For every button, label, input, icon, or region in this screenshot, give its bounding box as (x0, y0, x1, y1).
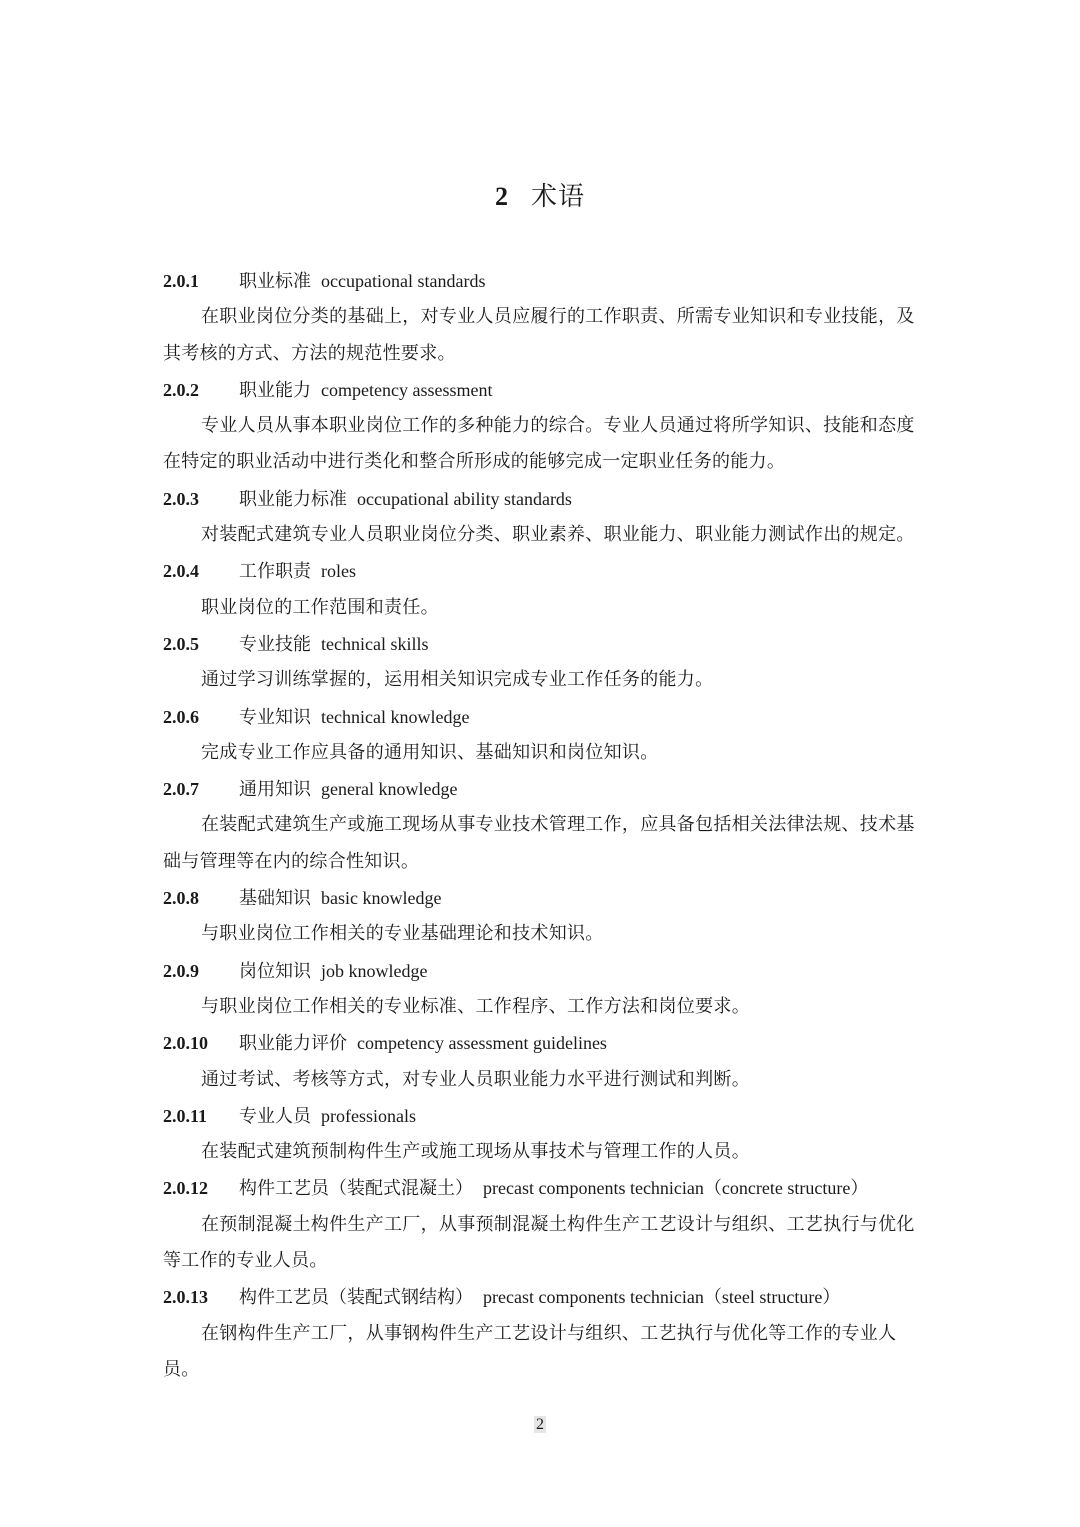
term-number: 2.0.9 (163, 960, 199, 981)
term-heading (163, 553, 923, 589)
page-number (0, 1416, 1080, 1434)
term-entry (163, 1279, 923, 1388)
term-chinese: 专业人员 (239, 1105, 311, 1127)
term-chinese: 专业技能 (239, 633, 311, 655)
term-number: 2.0.1 (163, 271, 199, 291)
term-chinese: 岗位知识 (239, 960, 311, 982)
term-entry (163, 263, 923, 372)
chapter-title-text: 术语 (530, 182, 585, 212)
term-chinese: 职业能力标准 (239, 488, 347, 510)
term-entry (163, 699, 923, 772)
term-entry (163, 1170, 923, 1279)
term-definition: 与职业岗位工作相关的专业标准、工作程序、工作方法和岗位要求。 (201, 995, 750, 1017)
term-english: occupational standards (321, 271, 486, 291)
term-number: 2.0.6 (163, 706, 199, 727)
term-chinese: 专业知识 (239, 706, 311, 728)
term-english: roles (321, 561, 356, 582)
term-entry (163, 626, 923, 699)
term-definition: 通过考试、考核等方式，对专业人员职业能力水平进行测试和判断。 (201, 1068, 750, 1090)
chapter-number: 2 (494, 182, 509, 211)
term-heading (163, 699, 923, 735)
term-definition: 职业岗位的工作范围和责任。 (201, 596, 439, 618)
term-heading (163, 372, 923, 408)
term-definition: 通过学习训练掌握的，运用相关知识完成专业工作任务的能力。 (201, 669, 714, 691)
term-entry (163, 880, 923, 953)
term-heading (163, 481, 923, 517)
term-english: basic knowledge (321, 888, 442, 909)
term-number: 2.0.5 (163, 633, 199, 654)
term-english: technical knowledge (321, 706, 470, 727)
term-chinese: 构件工艺员（装配式钢结构） (239, 1287, 473, 1309)
term-chinese: 构件工艺员（装配式混凝土） (239, 1178, 473, 1200)
term-definition: 在装配式建筑生产或施工现场从事专业技术管理工作，应具备包括相关法律法规、技术基础与管理等在内的综合性知识。 (163, 814, 915, 872)
term-definition: 对装配式建筑专业人员职业岗位分类、职业素养、职业能力、职业能力测试作出的规定。 (201, 524, 915, 546)
term-number: 2.0.12 (163, 1178, 208, 1199)
term-heading (163, 263, 923, 299)
term-definition: 在职业岗位分类的基础上，对专业人员应履行的工作职责、所需专业知识和专业技能，及其考核的方式、方法的规范性要求。 (163, 306, 915, 364)
term-english: professionals (321, 1105, 416, 1126)
term-definition: 完成专业工作应具备的通用知识、基础知识和岗位知识。 (201, 741, 659, 763)
term-heading (163, 1170, 923, 1206)
term-entry (163, 553, 923, 626)
term-chinese: 基础知识 (239, 888, 311, 910)
term-english: occupational ability standards (357, 488, 572, 509)
term-chinese: 通用知识 (239, 779, 311, 801)
term-definition: 在装配式建筑预制构件生产或施工现场从事技术与管理工作的人员。 (201, 1141, 750, 1163)
term-definition: 在钢构件生产工厂，从事钢构件生产工艺设计与组织、工艺执行与优化等工作的专业人员。 (163, 1322, 897, 1380)
term-entry (163, 1025, 923, 1098)
term-english: competency assessment guidelines (357, 1033, 607, 1054)
terms-list (163, 263, 923, 1388)
term-entry (163, 771, 923, 880)
page-number-text: 2 (536, 1416, 544, 1433)
term-number: 2.0.13 (163, 1287, 208, 1308)
term-definition: 在预制混凝土构件生产工厂，从事预制混凝土构件生产工艺设计与组织、工艺执行与优化等工作的专业人员。 (163, 1213, 915, 1272)
term-english: precast components technician（concrete structure） (483, 1178, 869, 1199)
term-english: job knowledge (321, 960, 428, 981)
term-number: 2.0.8 (163, 888, 199, 909)
term-number: 2.0.10 (163, 1033, 208, 1054)
term-definition: 专业人员从事本职业岗位工作的多种能力的综合。专业人员通过将所学知识、技能和态度在特定的职业活动中进行类化和整合所形成的能够完成一定职业任务的能力。 (163, 415, 915, 473)
term-entry (163, 481, 923, 554)
term-chinese: 职业标准 (239, 271, 311, 292)
term-definition: 与职业岗位工作相关的专业基础理论和技术知识。 (201, 923, 604, 945)
term-number: 2.0.11 (163, 1105, 208, 1126)
term-entry (163, 1098, 923, 1171)
term-number: 2.0.2 (163, 379, 199, 400)
term-english: technical skills (321, 633, 429, 654)
term-heading (163, 1098, 923, 1134)
term-english: precast components technician（steel structure） (483, 1287, 841, 1308)
term-english: competency assessment (321, 379, 493, 400)
term-chinese: 职业能力评价 (239, 1033, 347, 1055)
chapter-title (0, 176, 1080, 213)
term-heading (163, 1025, 923, 1061)
term-heading (163, 626, 923, 662)
term-entry (163, 372, 923, 481)
term-english: general knowledge (321, 779, 458, 800)
term-number: 2.0.3 (163, 488, 199, 509)
term-number: 2.0.7 (163, 779, 199, 800)
term-entry (163, 953, 923, 1026)
term-chinese: 工作职责 (239, 561, 311, 583)
term-number: 2.0.4 (163, 561, 199, 582)
term-heading (163, 880, 923, 916)
term-chinese: 职业能力 (239, 379, 311, 401)
term-heading (163, 1279, 923, 1315)
term-heading (163, 771, 923, 807)
term-heading (163, 953, 923, 989)
